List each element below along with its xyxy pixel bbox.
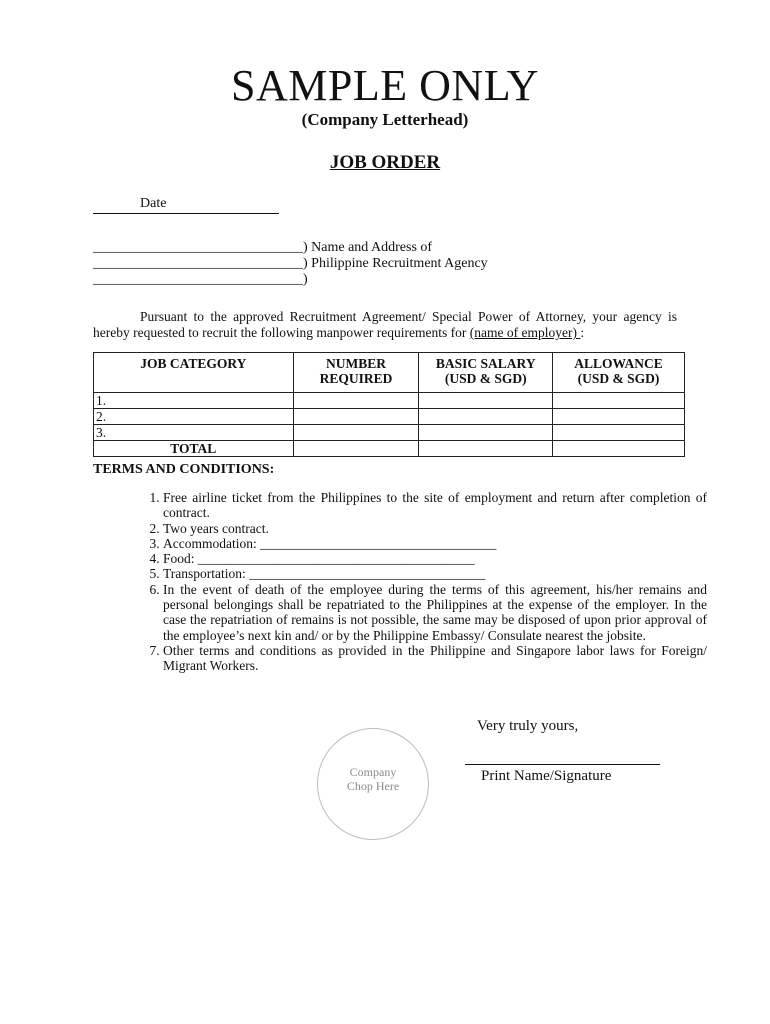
header-basic-salary: BASIC SALARY (USD & SGD) (419, 353, 553, 393)
table-row (94, 409, 685, 425)
row-number[interactable]: 1. (94, 393, 294, 409)
term-item: 6. In the event of death of the employee during the terms of this agreement, his/her remains and personal belongings shall be repatriated to the Philippines at the expense of the employer. In the case the repatriation of remains is not possible, the same may be disposed of upon prior approval of the employee’s next kin and/ or by the Philippine Embassy/ Consulate nearest the jobsite. (163, 582, 707, 643)
total-label: TOTAL (94, 441, 294, 457)
cell-salary[interactable] (419, 393, 553, 409)
term-item: 1. Free airline ticket from the Philippines to the site of employment and return after completion of contract. (163, 490, 707, 521)
table-total-row (94, 441, 685, 457)
date-field[interactable] (93, 196, 279, 214)
cell-allowance[interactable] (553, 409, 685, 425)
signature-label: Print Name/Signature (481, 768, 612, 784)
row-number[interactable]: 3. (94, 425, 294, 441)
intro-text: Pursuant to the approved Recruitment Agreement/ Special Power of Attorney, your agency is hereby requested to recruit the following manpower requirements for (93, 309, 677, 340)
cell-number[interactable] (293, 425, 419, 441)
document-title: SAMPLE ONLY (231, 61, 539, 110)
term-item: 4. Food: _________________________________________ (163, 551, 707, 566)
table-header-row (94, 353, 685, 393)
cell-salary[interactable] (419, 409, 553, 425)
total-allowance[interactable] (553, 441, 685, 457)
table-row (94, 393, 685, 409)
address-line-1: ______________________________) Name and Address of (93, 240, 433, 255)
intro-paragraph (93, 309, 677, 341)
chop-text (318, 765, 428, 793)
term-item: 5. Transportation: ___________________________________ (163, 566, 707, 581)
terms-heading: TERMS AND CONDITIONS: (93, 462, 275, 477)
header-allowance: ALLOWANCE (USD & SGD) (553, 353, 685, 393)
term-item: 2. Two years contract. (163, 521, 707, 536)
row-number[interactable]: 2. (94, 409, 294, 425)
date-label: Date (140, 196, 167, 211)
address-line-3: ______________________________) (93, 272, 308, 287)
table-row (94, 425, 685, 441)
term-item: 7. Other terms and conditions as provided in the Philippine and Singapore labor laws for Foreign/ Migrant Workers. (163, 643, 707, 674)
total-salary[interactable] (419, 441, 553, 457)
term-item: 3. Accommodation: ___________________________________ (163, 536, 707, 551)
address-line-2: ______________________________) Philippine Recruitment Agency (93, 256, 488, 271)
terms-list (133, 490, 707, 674)
intro-end: : (580, 325, 585, 340)
document-heading: JOB ORDER (329, 152, 441, 173)
cell-allowance[interactable] (553, 425, 685, 441)
closing-salutation: Very truly yours, (477, 718, 579, 734)
cell-allowance[interactable] (553, 393, 685, 409)
chop-line-2: Chop Here (346, 779, 400, 793)
employer-field[interactable]: (name of employer) (469, 325, 581, 340)
document-subtitle: (Company Letterhead) (301, 110, 469, 129)
signature-line[interactable] (465, 764, 660, 765)
manpower-table (93, 352, 685, 457)
chop-line-1: Company (349, 765, 397, 779)
cell-number[interactable] (293, 409, 419, 425)
total-number[interactable] (293, 441, 419, 457)
company-chop-circle (317, 728, 429, 840)
header-job-category: JOB CATEGORY (94, 353, 294, 393)
cell-salary[interactable] (419, 425, 553, 441)
cell-number[interactable] (293, 393, 419, 409)
header-number-required: NUMBER REQUIRED (293, 353, 419, 393)
